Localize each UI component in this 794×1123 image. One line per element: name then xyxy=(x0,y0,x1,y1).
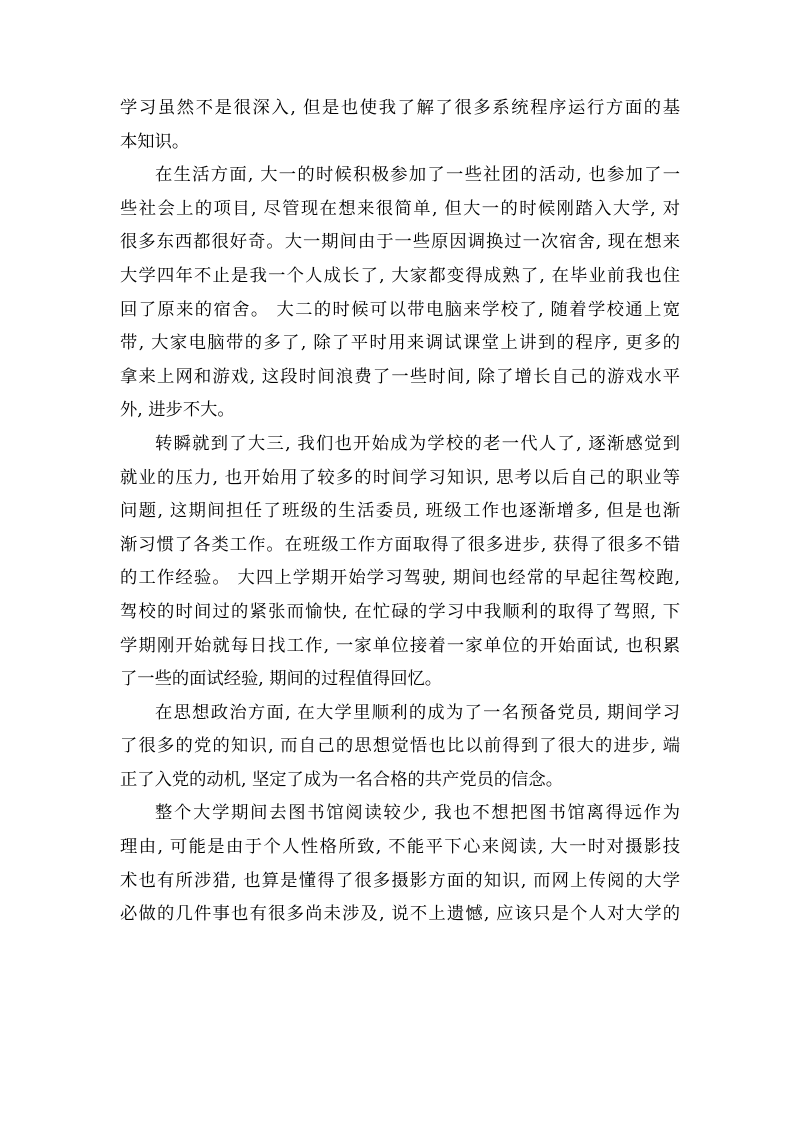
text-line: 正了入党的动机, 坚定了成为一名合格的共产党员的信念。 xyxy=(120,769,564,790)
text-line: 问题, 这期间担任了班级的生活委员, 班级工作也逐渐增多, 但是也渐 xyxy=(120,501,680,522)
text-line: 在思想政治方面, 在大学里顺利的成为了一名预备党员, 期间学习 xyxy=(155,702,680,723)
text-line: 回了原来的宿舍。 大二的时候可以带电脑来学校了, 随着学校通上宽 xyxy=(120,299,680,320)
text-line: 理由, 可能是由于个人性格所致, 不能平下心来阅读, 大一时对摄影技 xyxy=(120,837,680,858)
document-body xyxy=(120,92,680,932)
text-line: 必做的几件事也有很多尚未涉及, 说不上遗憾, 应该只是个人对大学的 xyxy=(120,904,680,925)
text-line: 很多东西都很好奇。大一期间由于一些原因调换过一次宿舍, 现在想来 xyxy=(120,232,680,253)
text-line: 拿来上网和游戏, 这段时间浪费了一些时间, 除了增长自己的游戏水平 xyxy=(120,366,680,387)
text-line: 就业的压力, 也开始用了较多的时间学习知识, 思考以后自己的职业等 xyxy=(120,467,680,488)
text-line: 学习虽然不是很深入, 但是也使我了解了很多系统程序运行方面的基 xyxy=(120,98,680,118)
text-line: 驾校的时间过的紧张而愉快, 在忙碌的学习中我顺利的取得了驾照, 下 xyxy=(120,601,680,622)
text-line: 了一些的面试经验, 期间的过程值得回忆。 xyxy=(120,669,443,690)
text-line: 大学四年不止是我一个人成长了, 大家都变得成熟了, 在毕业前我也住 xyxy=(120,265,680,286)
text-line: 渐习惯了各类工作。在班级工作方面取得了很多进步, 获得了很多不错 xyxy=(120,534,680,555)
text-line: 转瞬就到了大三, 我们也开始成为学校的老一代人了, 逐渐感觉到 xyxy=(155,433,680,454)
text-line: 在生活方面, 大一的时候积极参加了一些社团的活动, 也参加了一 xyxy=(155,165,680,186)
text-line: 外, 进步不大。 xyxy=(120,400,235,421)
text-line: 本知识。 xyxy=(120,131,190,152)
text-line: 了很多的党的知识, 而自己的思想觉悟也比以前得到了很大的进步, 端 xyxy=(120,736,680,757)
text-line: 整个大学期间去图书馆阅读较少, 我也不想把图书馆离得远作为 xyxy=(155,803,680,824)
text-line: 的工作经验。 大四上学期开始学习驾驶, 期间也经常的早起往驾校跑, xyxy=(120,568,680,589)
text-line: 术也有所涉猎, 也算是懂得了很多摄影方面的知识, 而网上传阅的大学 xyxy=(120,870,680,891)
text-line: 学期刚开始就每日找工作, 一家单位接着一家单位的开始面试, 也积累 xyxy=(120,635,680,656)
text-line: 些社会上的项目, 尽管现在想来很简单, 但大一的时候刚踏入大学, 对 xyxy=(120,198,680,219)
text-line: 带, 大家电脑带的多了, 除了平时用来调试课堂上讲到的程序, 更多的 xyxy=(120,333,680,354)
